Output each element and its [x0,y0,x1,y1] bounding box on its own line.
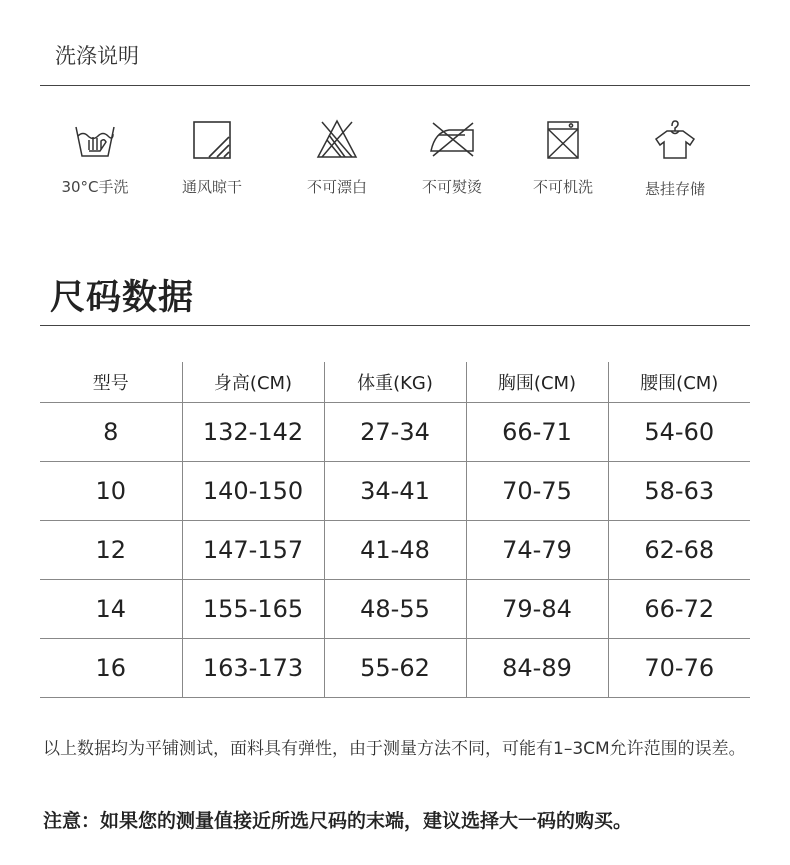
care-label: 不可漂白 [306,178,367,196]
care-item-no-iron [397,118,507,197]
cell-waist: 62-68 [608,521,750,580]
care-label: 通风晾干 [181,178,242,196]
cell-height: 163-173 [182,639,324,698]
care-item-hand-wash [40,118,150,197]
care-icons [40,118,750,208]
hang-storage-icon [650,118,700,162]
wash-instructions-title: 洗涤说明 [55,44,139,68]
cell-waist: 66-72 [608,580,750,639]
size-notice: 注意：如果您的测量值接近所选尺码的末端，建议选择大一码的购买。 [43,810,633,832]
header-model: 型号 [40,362,182,403]
cell-waist: 70-76 [608,639,750,698]
size-table [40,362,750,698]
cell-height: 132-142 [182,403,324,462]
table-row [40,580,750,639]
header-waist: 腰围(CM) [608,362,750,403]
cell-height: 155-165 [182,580,324,639]
care-item-hang-storage [620,118,730,199]
care-label: 不可机洗 [532,178,593,196]
size-divider [40,325,750,326]
care-item-no-machine-wash [508,118,618,197]
cell-height: 140-150 [182,462,324,521]
cell-model: 16 [40,639,182,698]
no-iron-icon [425,118,479,160]
cell-weight: 48-55 [324,580,466,639]
size-data-title: 尺码数据 [50,278,195,318]
cell-model: 8 [40,403,182,462]
care-label: 不可熨烫 [421,178,482,196]
table-row [40,403,750,462]
care-label: 悬挂存储 [644,180,705,198]
measurement-note: 以上数据均为平铺测试，面料具有弹性，由于测量方法不同，可能有1–3CM允许范围的误差。 [43,739,746,759]
cell-height: 147-157 [182,521,324,580]
header-height: 身高(CM) [182,362,324,403]
header-weight: 体重(KG) [324,362,466,403]
wash-divider [40,85,750,86]
cell-chest: 79-84 [466,580,608,639]
table-row [40,462,750,521]
cell-waist: 54-60 [608,403,750,462]
care-item-no-bleach [282,118,392,197]
care-label: 30°C手洗 [61,178,129,196]
cell-chest: 70-75 [466,462,608,521]
cell-weight: 55-62 [324,639,466,698]
dry-in-shade-icon [191,118,233,160]
table-row [40,521,750,580]
no-machine-wash-icon [542,118,584,160]
cell-chest: 74-79 [466,521,608,580]
cell-weight: 34-41 [324,462,466,521]
cell-model: 12 [40,521,182,580]
hand-wash-30-icon [73,118,117,160]
header-chest: 胸围(CM) [466,362,608,403]
cell-model: 10 [40,462,182,521]
table-row [40,639,750,698]
cell-weight: 41-48 [324,521,466,580]
cell-model: 14 [40,580,182,639]
cell-chest: 66-71 [466,403,608,462]
cell-waist: 58-63 [608,462,750,521]
cell-chest: 84-89 [466,639,608,698]
cell-weight: 27-34 [324,403,466,462]
no-bleach-icon [314,118,360,160]
table-header-row [40,362,750,403]
care-item-dry-shade [157,118,267,197]
